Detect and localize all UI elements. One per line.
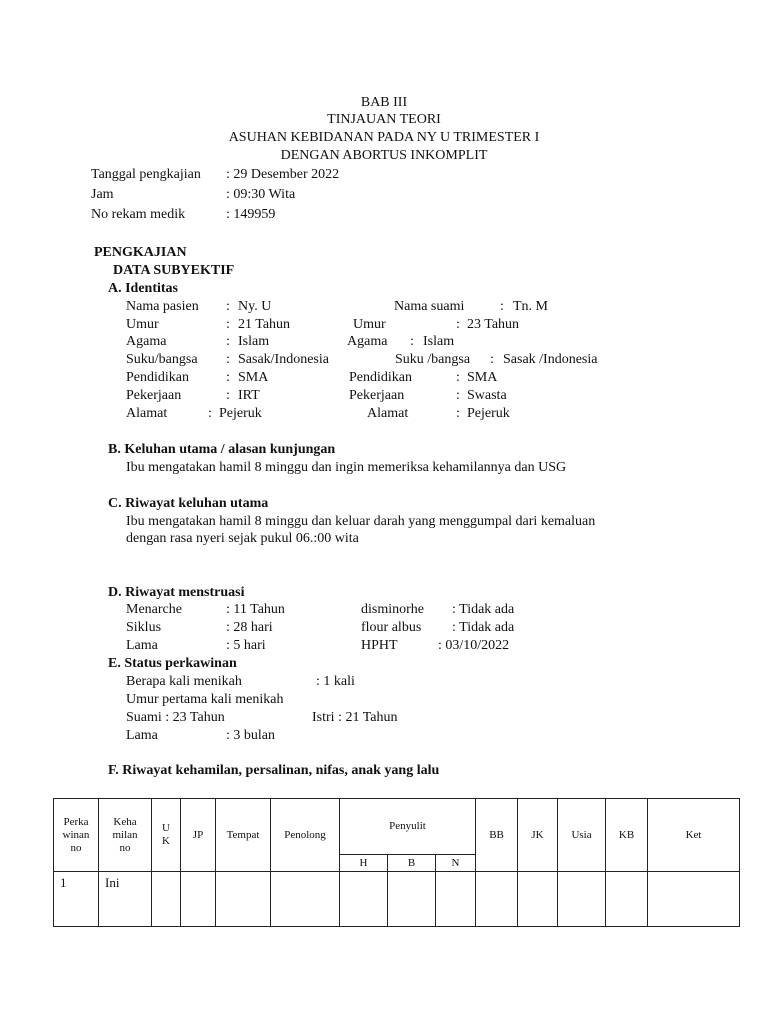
heading-keluhan: B. Keluhan utama / alasan kunjungan	[108, 442, 336, 457]
table-cell	[606, 872, 648, 927]
mens-label: Menarche	[126, 602, 182, 617]
id-label: Pendidikan	[126, 370, 189, 385]
header-penyulit-b: B	[388, 855, 436, 872]
id-colon: :	[500, 299, 504, 314]
header-kb: KB	[606, 799, 648, 872]
id-label: Nama suami	[394, 299, 465, 314]
lama-menikah-value: : 3 bulan	[226, 728, 275, 743]
id-value: 21 Tahun	[238, 317, 291, 332]
mens-label: disminorhe	[361, 602, 424, 617]
meta-label-time: Jam	[91, 187, 114, 202]
id-value: Pejeruk	[467, 406, 510, 421]
cell-kehamilan: Ini	[99, 872, 152, 927]
meta-label-date: Tanggal pengkajian	[91, 167, 201, 182]
header-penyulit: Penyulit	[340, 799, 476, 855]
id-colon: :	[208, 406, 212, 421]
id-label: Agama	[347, 334, 388, 349]
table-cell	[476, 872, 518, 927]
meta-label-record: No rekam medik	[91, 207, 186, 222]
id-colon: :	[226, 352, 230, 367]
id-value: Sasak /Indonesia	[503, 352, 598, 367]
id-label: Umur	[353, 317, 386, 332]
mens-label: Siklus	[126, 620, 162, 635]
mens-value: : Tidak ada	[452, 602, 515, 617]
id-label: Pekerjaan	[126, 388, 182, 403]
id-colon: :	[410, 334, 414, 349]
header-jp: JP	[181, 799, 216, 872]
chapter-title: BAB III	[360, 95, 408, 110]
mens-value: : 11 Tahun	[226, 602, 285, 617]
id-value: 23 Tahun	[467, 317, 520, 332]
table-cell	[152, 872, 181, 927]
id-value: Tn. M	[513, 299, 548, 314]
meta-value-record: : 149959	[226, 207, 276, 222]
table-cell	[340, 872, 388, 927]
header-ket: Ket	[648, 799, 740, 872]
id-colon: :	[456, 388, 460, 403]
id-value: IRT	[238, 388, 260, 403]
lama-menikah-label: Lama	[126, 728, 158, 743]
id-value: Ny. U	[238, 299, 272, 314]
heading-perkawinan: E. Status perkawinan	[108, 656, 237, 671]
table-cell	[558, 872, 606, 927]
id-value: Sasak/Indonesia	[238, 352, 329, 367]
menikah-label: Berapa kali menikah	[126, 674, 242, 689]
table-row	[54, 872, 740, 927]
id-label: Umur	[126, 317, 159, 332]
meta-value-time: : 09:30 Wita	[226, 187, 296, 202]
mens-value: : 28 hari	[226, 620, 273, 635]
header-uk: U K	[152, 799, 181, 872]
header-bb: BB	[476, 799, 518, 872]
id-label: Nama pasien	[126, 299, 199, 314]
header-penolong: Penolong	[271, 799, 340, 872]
mens-label: Lama	[126, 638, 158, 653]
mens-label: HPHT	[361, 638, 398, 653]
id-colon: :	[226, 299, 230, 314]
heading-riwayat-kehamilan: F. Riwayat kehamilan, persalinan, nifas, anak yang lalu	[108, 763, 440, 778]
table-cell	[216, 872, 271, 927]
id-value: Swasta	[467, 388, 507, 403]
heading-data-subyektif: DATA SUBYEKTIF	[113, 263, 235, 278]
header-jk: JK	[518, 799, 558, 872]
mens-value: : Tidak ada	[452, 620, 515, 635]
header-tempat: Tempat	[216, 799, 271, 872]
id-label: Suku/bangsa	[126, 352, 198, 367]
keluhan-text: Ibu mengatakan hamil 8 minggu dan ingin memeriksa kehamilannya dan USG	[126, 460, 567, 475]
umur-pertama-label: Umur pertama kali menikah	[126, 692, 284, 707]
umur-suami: Suami : 23 Tahun	[126, 710, 225, 725]
id-label: Alamat	[126, 406, 168, 421]
id-colon: :	[456, 317, 460, 332]
table-cell	[648, 872, 740, 927]
header-kehamilan: Keha milan no	[99, 799, 152, 872]
id-colon: :	[490, 352, 494, 367]
meta-value-date: : 29 Desember 2022	[226, 167, 340, 182]
table-cell	[436, 872, 476, 927]
riwayat-keluhan-line2: dengan rasa nyeri sejak pukul 06.:00 wita	[126, 531, 359, 546]
id-colon: :	[226, 334, 230, 349]
id-label: Suku /bangsa	[395, 352, 471, 367]
heading-riwayat-keluhan: C. Riwayat keluhan utama	[108, 496, 269, 511]
section-title: TINJAUAN TEORI	[327, 112, 441, 127]
menikah-value: : 1 kali	[316, 674, 355, 689]
id-colon: :	[226, 370, 230, 385]
id-value: SMA	[467, 370, 498, 385]
cell-perkawinan: 1	[54, 872, 99, 927]
id-colon: :	[226, 317, 230, 332]
umur-istri: Istri : 21 Tahun	[312, 710, 398, 725]
mens-value: : 03/10/2022	[438, 638, 510, 653]
id-value: Islam	[423, 334, 455, 349]
heading-identitas: A. Identitas	[108, 281, 179, 296]
id-colon: :	[456, 406, 460, 421]
id-label: Pekerjaan	[349, 388, 405, 403]
id-label: Agama	[126, 334, 167, 349]
mens-label: flour albus	[361, 620, 422, 635]
id-colon: :	[456, 370, 460, 385]
id-value: SMA	[238, 370, 269, 385]
header-usia: Usia	[558, 799, 606, 872]
id-colon: :	[226, 388, 230, 403]
riwayat-keluhan-line1: Ibu mengatakan hamil 8 minggu dan keluar darah yang menggumpal dari kemaluan	[126, 514, 596, 529]
table-cell	[388, 872, 436, 927]
header-penyulit-n: N	[436, 855, 476, 872]
document-subtitle: DENGAN ABORTUS INKOMPLIT	[280, 148, 488, 163]
id-value: Islam	[238, 334, 270, 349]
header-perkawinan: Perka winan no	[54, 799, 99, 872]
mens-value: : 5 hari	[226, 638, 266, 653]
table-cell	[271, 872, 340, 927]
heading-menstruasi: D. Riwayat menstruasi	[108, 585, 245, 600]
id-value: Pejeruk	[219, 406, 262, 421]
table-cell	[518, 872, 558, 927]
id-label: Pendidikan	[349, 370, 412, 385]
document-title: ASUHAN KEBIDANAN PADA NY U TRIMESTER I	[228, 130, 540, 145]
table-cell	[181, 872, 216, 927]
riwayat-kehamilan-table	[53, 798, 740, 927]
header-penyulit-h: H	[340, 855, 388, 872]
heading-pengkajian: PENGKAJIAN	[94, 245, 187, 260]
id-label: Alamat	[367, 406, 409, 421]
